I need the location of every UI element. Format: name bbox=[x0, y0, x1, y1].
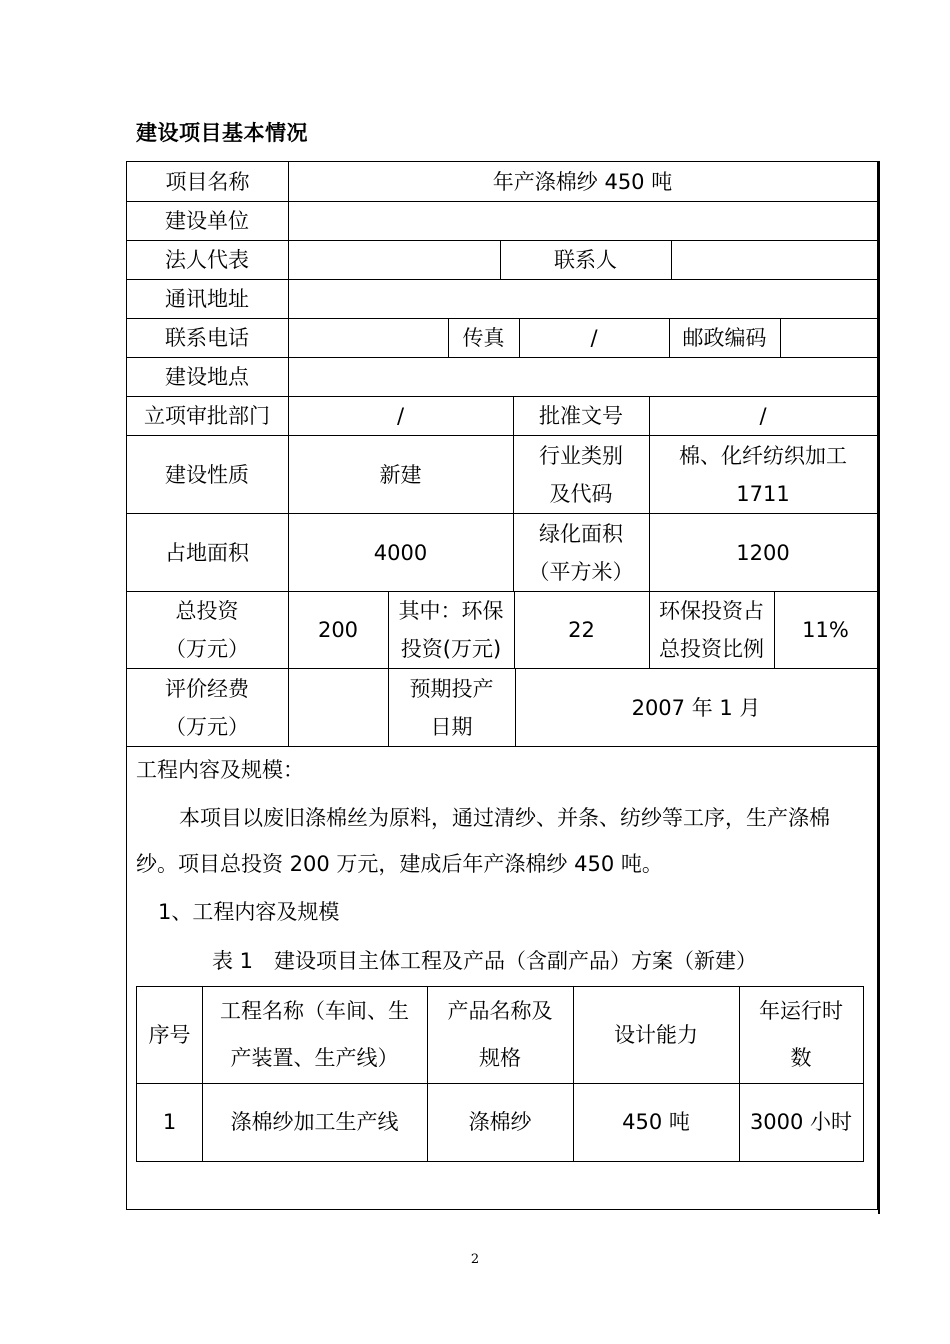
label-start-date bbox=[388, 669, 516, 747]
page-number: 2 bbox=[470, 1252, 480, 1267]
table-row-seq: 1 bbox=[136, 1083, 203, 1162]
value-approval-dept: / bbox=[288, 397, 514, 436]
value-env-ratio: 11% bbox=[774, 592, 878, 669]
label-env-investment bbox=[388, 592, 515, 669]
value-industry-line2: 1711 bbox=[736, 481, 790, 506]
th-seq: 序号 bbox=[136, 986, 203, 1084]
th-hours-line2: 数 bbox=[790, 1046, 812, 1070]
value-project-name: 年产涤棉纱 450 吨 bbox=[288, 161, 878, 202]
th-hours-line1: 年运行时 bbox=[759, 999, 843, 1023]
label-nature: 建设性质 bbox=[126, 436, 289, 514]
value-legal-rep bbox=[288, 241, 501, 280]
value-location bbox=[288, 358, 878, 397]
th-hours bbox=[739, 986, 864, 1084]
table-row-engineering: 涤棉纱加工生产线 bbox=[202, 1083, 428, 1162]
label-eval-fee-line2: （万元） bbox=[165, 714, 249, 739]
value-industry-line1: 棉、化纤纺织加工 bbox=[679, 443, 847, 468]
value-total-investment: 200 bbox=[288, 592, 389, 669]
value-env-investment: 22 bbox=[514, 592, 650, 669]
value-builder bbox=[288, 201, 878, 241]
value-start-date: 2007 年 1 月 bbox=[515, 669, 878, 747]
table-caption: 表 1 建设项目主体工程及产品（含副产品）方案（新建） bbox=[212, 949, 758, 973]
content-heading: 工程内容及规模： bbox=[136, 758, 304, 782]
th-engineering-line2: 产装置、生产线） bbox=[230, 1046, 399, 1070]
label-env-investment-line2: 投资(万元) bbox=[400, 637, 502, 661]
label-industry-line2: 及代码 bbox=[549, 481, 613, 506]
content-item-1: 1、工程内容及规模 bbox=[158, 900, 340, 924]
label-phone: 联系电话 bbox=[126, 319, 289, 358]
label-eval-fee bbox=[126, 669, 289, 747]
label-fax: 传真 bbox=[448, 319, 520, 358]
label-total-investment bbox=[126, 592, 289, 669]
th-capacity: 设计能力 bbox=[573, 986, 740, 1084]
label-approval-no: 批准文号 bbox=[513, 397, 650, 436]
table-row-capacity: 450 吨 bbox=[573, 1083, 740, 1162]
value-eval-fee bbox=[288, 669, 389, 747]
value-industry bbox=[649, 436, 878, 514]
content-paragraph-line2: 纱。项目总投资 200 万元，建成后年产涤棉纱 450 吨。 bbox=[136, 852, 663, 876]
frame-shadow bbox=[878, 161, 880, 1214]
table-row-product: 涤棉纱 bbox=[427, 1083, 574, 1162]
label-env-ratio bbox=[649, 592, 775, 669]
label-total-investment-line2: （万元） bbox=[165, 637, 249, 661]
th-engineering-line1: 工程名称（车间、生 bbox=[220, 999, 409, 1023]
label-env-investment-line1: 其中：环保 bbox=[398, 599, 504, 623]
label-env-ratio-line2: 总投资比例 bbox=[659, 637, 764, 661]
label-green-area-line1: 绿化面积 bbox=[539, 521, 623, 546]
value-address bbox=[288, 280, 878, 319]
content-paragraph-line1: 本项目以废旧涤棉丝为原料，通过清纱、并条、纺纱等工序，生产涤棉 bbox=[179, 806, 830, 830]
label-env-ratio-line1: 环保投资占 bbox=[659, 599, 764, 623]
label-land-area: 占地面积 bbox=[126, 514, 289, 592]
label-address: 通讯地址 bbox=[126, 280, 289, 319]
value-phone bbox=[288, 319, 449, 358]
th-product bbox=[427, 986, 574, 1084]
value-nature: 新建 bbox=[288, 436, 514, 514]
label-industry bbox=[513, 436, 650, 514]
value-green-area: 1200 bbox=[649, 514, 878, 592]
label-total-investment-line1: 总投资 bbox=[175, 599, 239, 623]
value-land-area: 4000 bbox=[288, 514, 514, 592]
value-approval-no: / bbox=[649, 397, 878, 436]
th-product-line2: 规格 bbox=[479, 1046, 521, 1070]
label-postcode: 邮政编码 bbox=[669, 319, 781, 358]
label-industry-line1: 行业类别 bbox=[539, 443, 623, 468]
value-postcode bbox=[780, 319, 878, 358]
label-start-date-line2: 日期 bbox=[430, 714, 473, 739]
value-fax: / bbox=[519, 319, 670, 358]
label-contact: 联系人 bbox=[500, 241, 672, 280]
label-builder: 建设单位 bbox=[126, 201, 289, 241]
th-product-line1: 产品名称及 bbox=[447, 999, 553, 1023]
label-green-area-line2: （平方米） bbox=[528, 559, 634, 584]
label-legal-rep: 法人代表 bbox=[126, 241, 289, 280]
label-eval-fee-line1: 评价经费 bbox=[165, 676, 249, 701]
section-title: 建设项目基本情况 bbox=[136, 121, 308, 145]
label-location: 建设地点 bbox=[126, 358, 289, 397]
th-engineering bbox=[202, 986, 428, 1084]
label-start-date-line1: 预期投产 bbox=[409, 676, 494, 701]
label-green-area bbox=[513, 514, 650, 592]
label-project-name: 项目名称 bbox=[126, 161, 289, 202]
value-contact bbox=[671, 241, 878, 280]
table-row-hours: 3000 小时 bbox=[739, 1083, 864, 1162]
label-approval-dept: 立项审批部门 bbox=[126, 397, 289, 436]
